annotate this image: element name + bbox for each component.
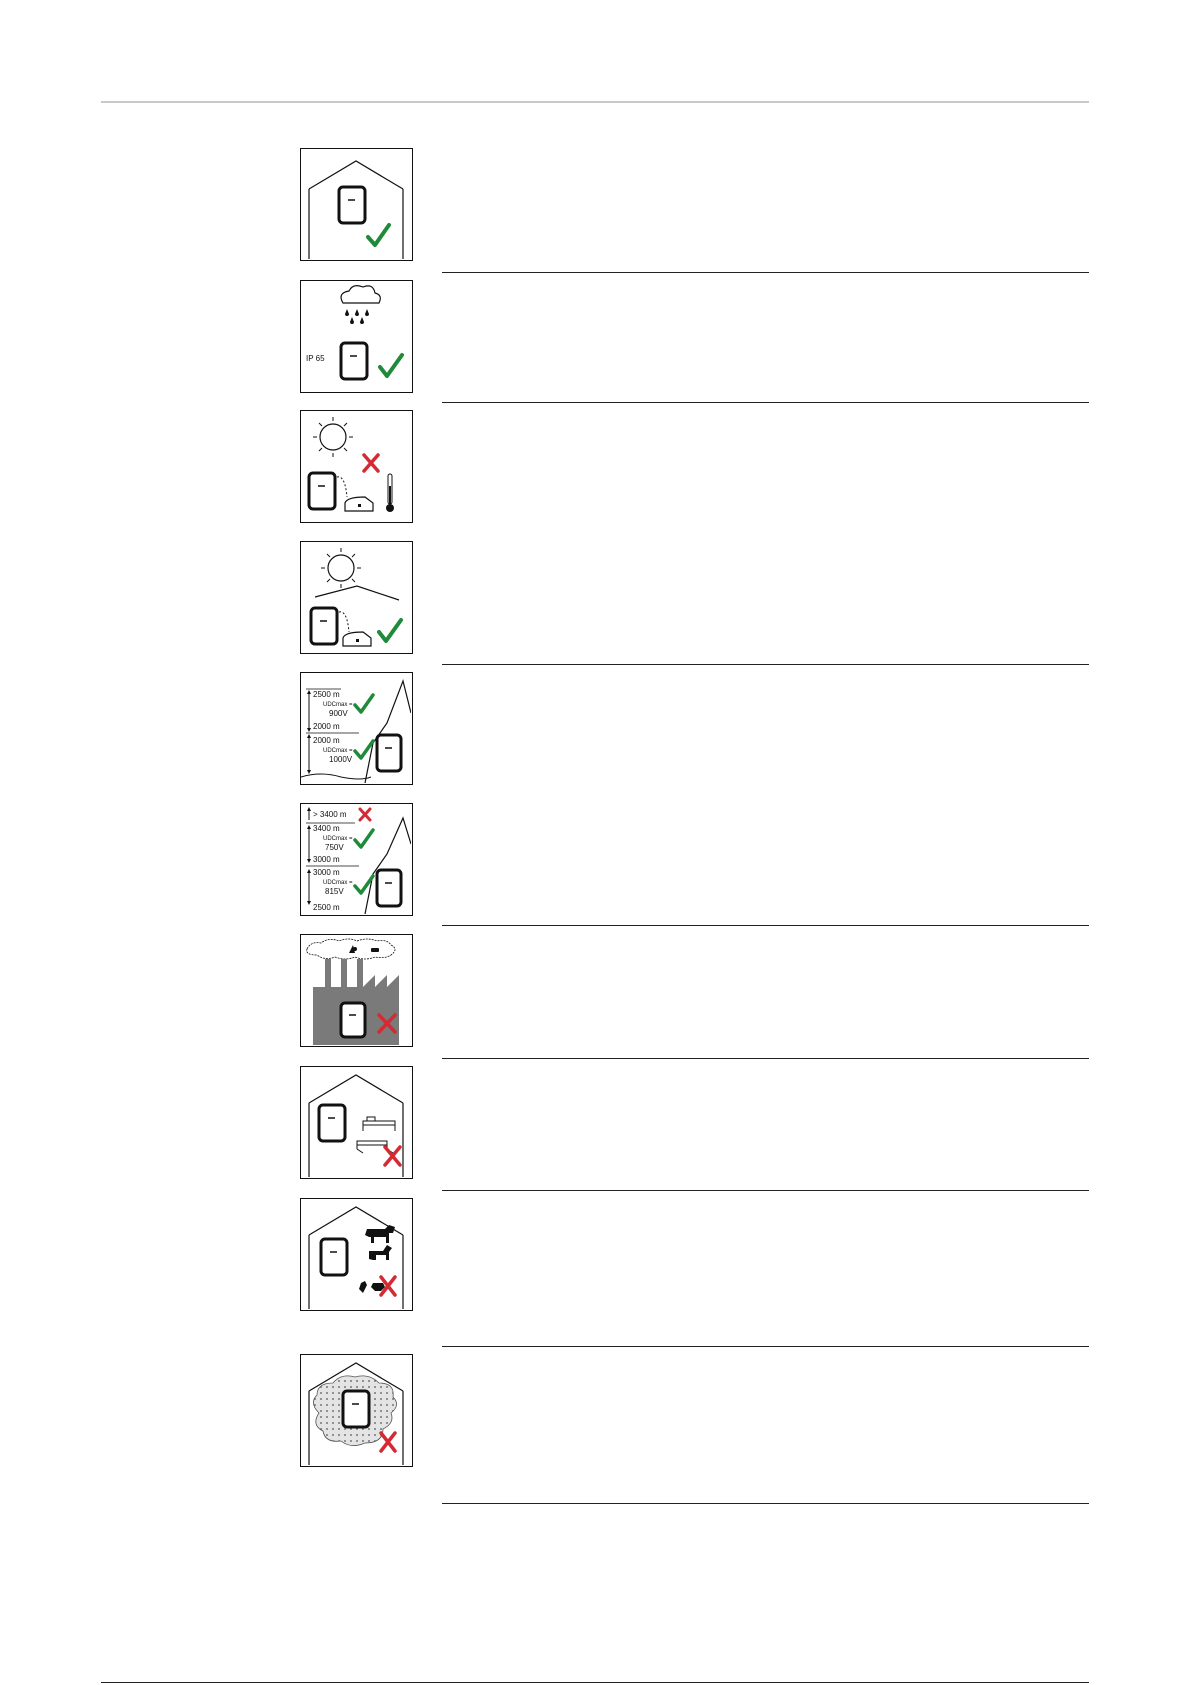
altitude-label: > 3400 m bbox=[313, 810, 347, 819]
dusty-area-not-ok-icon bbox=[300, 1354, 413, 1467]
livestock-area-not-ok-icon bbox=[300, 1198, 413, 1311]
udcmax-label: UDCmax = bbox=[323, 702, 353, 708]
voltage-label: 750V bbox=[325, 843, 344, 852]
altitude-label: 2500 m bbox=[313, 690, 340, 699]
altitude-label: 2000 m bbox=[313, 722, 340, 731]
rain-ip65-ok-icon bbox=[300, 280, 413, 393]
section-divider bbox=[442, 272, 1089, 273]
living-area-not-ok-icon bbox=[300, 1066, 413, 1179]
section-divider bbox=[442, 1503, 1089, 1504]
section-divider bbox=[442, 664, 1089, 665]
industrial-pollution-not-ok-icon bbox=[300, 934, 413, 1047]
section-divider bbox=[442, 1346, 1089, 1347]
voltage-label: 1000V bbox=[329, 755, 353, 764]
altitude-label: 3400 m bbox=[313, 824, 340, 833]
altitude-limits-1-icon bbox=[300, 672, 413, 785]
udcmax-label: UDCmax = bbox=[323, 836, 353, 842]
indoor-installation-ok-icon bbox=[300, 148, 413, 261]
section-divider bbox=[442, 1058, 1089, 1059]
altitude-label: 3000 m bbox=[313, 868, 340, 877]
voltage-label: 900V bbox=[329, 709, 348, 718]
header-rule bbox=[101, 101, 1089, 103]
section-divider bbox=[442, 402, 1089, 403]
altitude-label: 2500 m bbox=[313, 903, 340, 912]
voltage-label: 815V bbox=[325, 887, 344, 896]
shaded-from-sun-ok-icon bbox=[300, 541, 413, 654]
altitude-label: 2000 m bbox=[313, 736, 340, 745]
udcmax-label: UDCmax = bbox=[323, 880, 353, 886]
direct-sunlight-not-ok-icon bbox=[300, 410, 413, 523]
section-divider bbox=[442, 925, 1089, 926]
udcmax-label: UDCmax = bbox=[323, 748, 353, 754]
ip65-label: IP 65 bbox=[306, 354, 325, 363]
altitude-limits-2-icon bbox=[300, 803, 413, 916]
altitude-label: 3000 m bbox=[313, 855, 340, 864]
section-divider bbox=[442, 1190, 1089, 1191]
footer-rule bbox=[101, 1682, 1089, 1683]
